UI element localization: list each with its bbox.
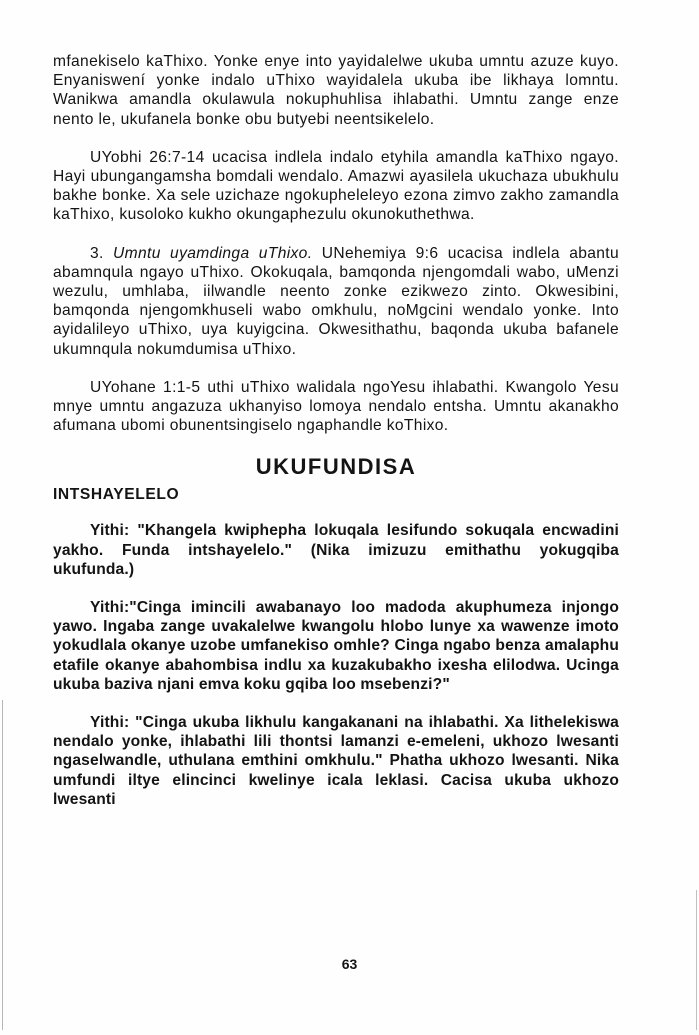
section-heading: UKUFUNDISA: [255, 454, 417, 480]
paragraph-4: UYohane 1:1-5 uthi uThixo walidala ngoYesu ihlabathi. Kwangolo Yesu mnye umntu angazuza ukhanyiso lomoya nendalo entsha. Umntu akanakho afumana ubomi obunentsingiselo ngaphandle koThixo.: [53, 378, 619, 435]
paragraph-2: UYobhi 26:7-14 ucacisa indlela indalo etyhila amandla kaThixo ngayo. Hayi ubungangamsha bomdali wendalo. Amazwi ayasilela ukuchaza ubukhulu bakhe bonke. Xa sele uzichaze ngokupheleleyo ezona zimvo zakho zamandla kaThixo, kusoloko kukho okungaphezulu okunokuthethwa.: [53, 148, 619, 224]
paragraph-5: Yithi: "Khangela kwiphepha lokuqala lesifundo sokuqala encwadini yakho. Funda intshayelelo." (Nika imizuzu emithathu yokugqiba ukufunda.): [53, 522, 619, 578]
paragraph-3-rest: UNehemiya 9:6 ucacisa indlela abantu abamnqula ngayo uThixo. Okokuqala, bamqonda njengomdali wabo, uMenzi wezulu, umhlaba, iilwandle neento zonke ezikwezo zinto. Okwesibini, bamqonda njengomkhuseli wabo omkhulu, noMgcini wendalo yonke. Into ayidalileyo uThixo, uya kuyigcina. Okwesithathu, baqonda ukuba bafanele ukumnqula nokumdumisa uThixo.: [53, 244, 619, 358]
scan-edge-right: [696, 890, 697, 1030]
paragraph-1: mfanekiselo kaThixo. Yonke enye into yayidalelwe ukuba umntu azuze kuyo. Enyaniswení yonke indalo uThixo wayidalela ukuba ibe likhaya lomntu. Wanikwa amandla okulawula nokuphuhlisa ihlabathi. Umntu zange enze nento le, ukufanela bonke obu butyebi neentsikelelo.: [53, 53, 619, 128]
scan-edge-left: [2, 700, 3, 1030]
paragraph-3-italic: Umntu uyamdinga uThixo.: [113, 244, 313, 262]
subsection-heading: INTSHAYELELO: [53, 486, 180, 504]
paragraph-7: Yithi: "Cinga ukuba likhulu kangakanani na ihlabathi. Xa lithelekiswa nendalo yonke, ihlabathi lili thontsi lamanzi e-emeleni, ukhozo lwesanti ngaselwandle, uthulana emthini omkhulu." Phatha ukhozo lwesanti. Nika umfundi iltye elincinci kwelinye icala leklasi. Cacisa ukuba ukhozo lwesanti: [53, 714, 619, 808]
page-content: [53, 52, 619, 828]
page-number: 63: [341, 956, 358, 972]
paragraph-3: [53, 244, 619, 359]
paragraph-3-number: 3.: [90, 244, 104, 262]
paragraph-6: Yithi:"Cinga imincili awabanayo loo madoda akuphumeza injongo yawo. Ingaba zange uvakalelwe kwangolu hlobo lunye xa wawenze imoto yokudlala okanye uzobe umfanekiso omhle? Cinga ngabo benza amalaphu etafile okanye abahombisa indlu xa kuzakubakho ixesha elilodwa. Ucinga ukuba baziva njani emva koku gqiba loo msebenzi?": [53, 599, 619, 693]
